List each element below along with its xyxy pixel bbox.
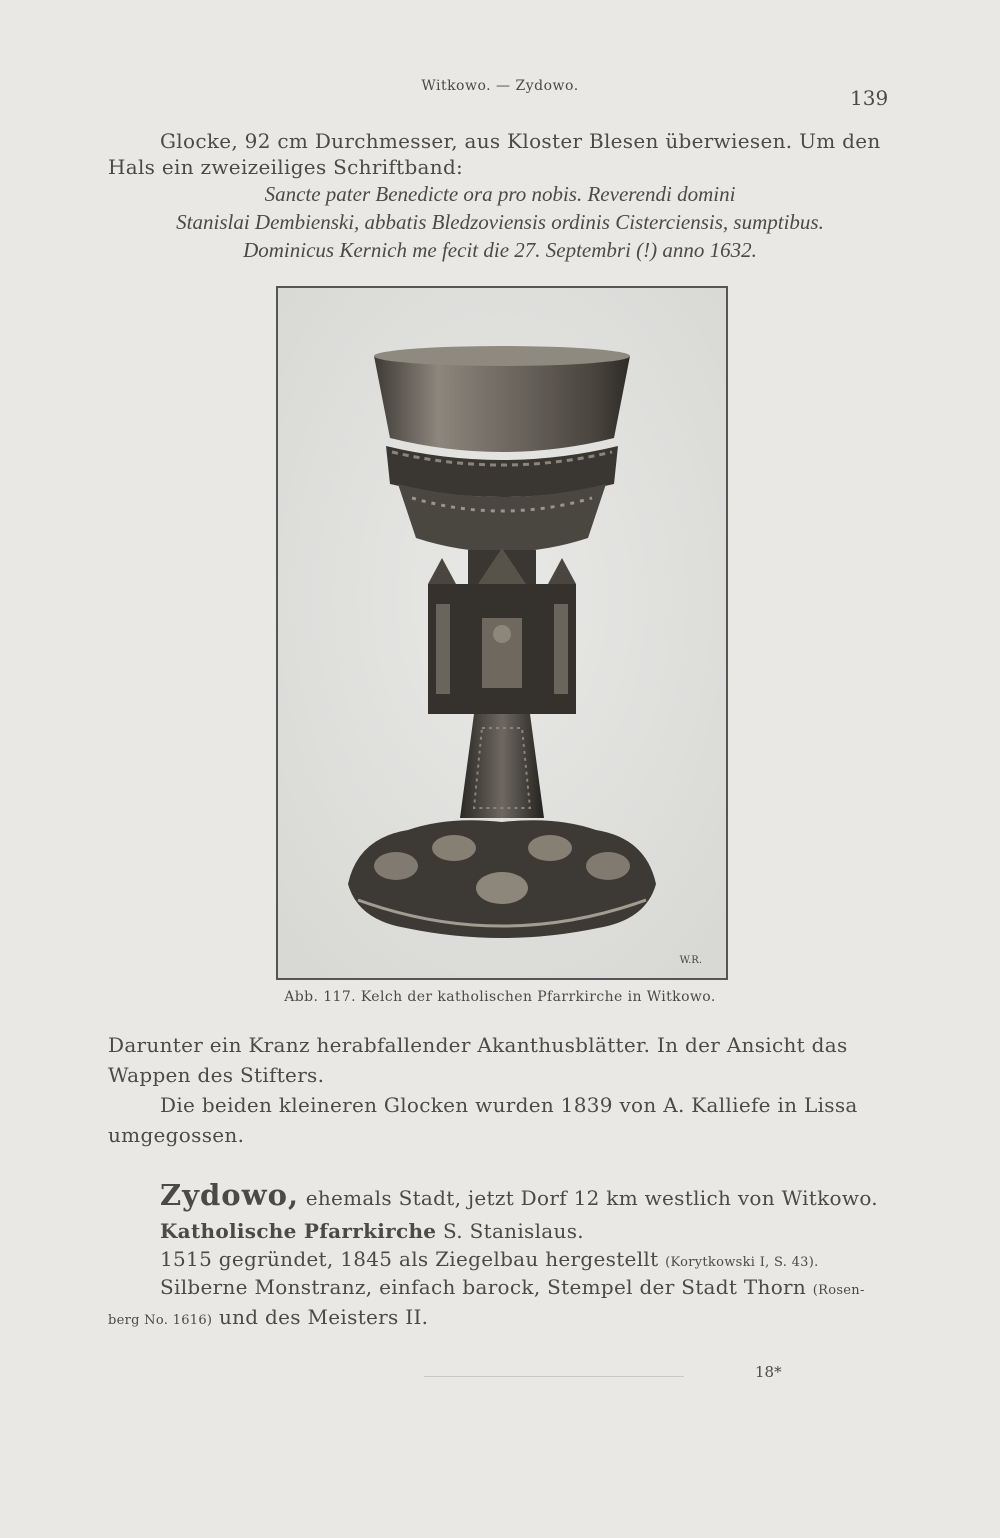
inscription-line-3: Dominicus Kernich me fecit die 27. Septembri (!) anno 1632.: [243, 238, 757, 262]
intro-line-1: Glocke, 92 cm Durchmesser, aus Kloster Blesen überwiesen. Um den: [160, 129, 881, 153]
after-figure-line-3: Die beiden kleineren Glocken wurden 1839 von A. Kalliefe in Lissa: [160, 1093, 858, 1117]
founded-text: 1515 gegründet, 1845 als Ziegelbau hergestellt: [160, 1247, 666, 1271]
after-figure-line-2: Wappen des Stifters.: [108, 1063, 325, 1087]
monstrance-line-2: [108, 1304, 428, 1334]
monstrance-text: Silberne Monstranz, einfach barock, Stempel der Stadt Thorn: [160, 1275, 813, 1299]
running-head: Witkowo. — Zydowo.: [421, 78, 579, 94]
church-dedication: S. Stanislaus.: [436, 1219, 584, 1243]
founded-line: [160, 1246, 819, 1276]
place-title: Zydowo,: [160, 1178, 300, 1212]
monstrance-end: und des Meisters II.: [212, 1305, 429, 1329]
intro-line-2: Hals ein zweizeiliges Schriftband:: [108, 155, 464, 179]
signature-mark: 18*: [755, 1363, 782, 1381]
church-line: [160, 1218, 584, 1244]
place-description: ehemals Stadt, jetzt Dorf 12 km westlich von Witkowo.: [299, 1186, 878, 1210]
monstrance-reference-a: (Rosen-: [812, 1283, 865, 1298]
inscription-line-1: Sancte pater Benedicte ora pro nobis. Reverendi domini: [264, 182, 736, 206]
engraver-monogram: W.R.: [679, 955, 702, 966]
monstrance-line-1: [160, 1274, 865, 1304]
after-figure-line-4: umgegossen.: [108, 1123, 245, 1147]
zydowo-heading-line: [160, 1178, 878, 1212]
after-figure-line-1: Darunter ein Kranz herabfallender Akanthusblätter. In der Ansicht das: [108, 1033, 848, 1057]
figure-caption: Abb. 117. Kelch der katholischen Pfarrkirche in Witkowo.: [284, 989, 716, 1005]
chalice-illustration: [278, 288, 726, 978]
church-name: Katholische Pfarrkirche: [160, 1219, 437, 1243]
footer-rule: [424, 1376, 684, 1377]
monstrance-reference-b: berg No. 1616): [108, 1313, 213, 1328]
founded-reference: (Korytkowski I, S. 43).: [665, 1255, 819, 1270]
inscription-line-2: Stanislai Dembienski, abbatis Bledzoviensis ordinis Cisterciensis, sumptibus.: [176, 210, 824, 234]
figure-chalice-photo: [276, 286, 728, 980]
page-number: 139: [850, 86, 889, 110]
